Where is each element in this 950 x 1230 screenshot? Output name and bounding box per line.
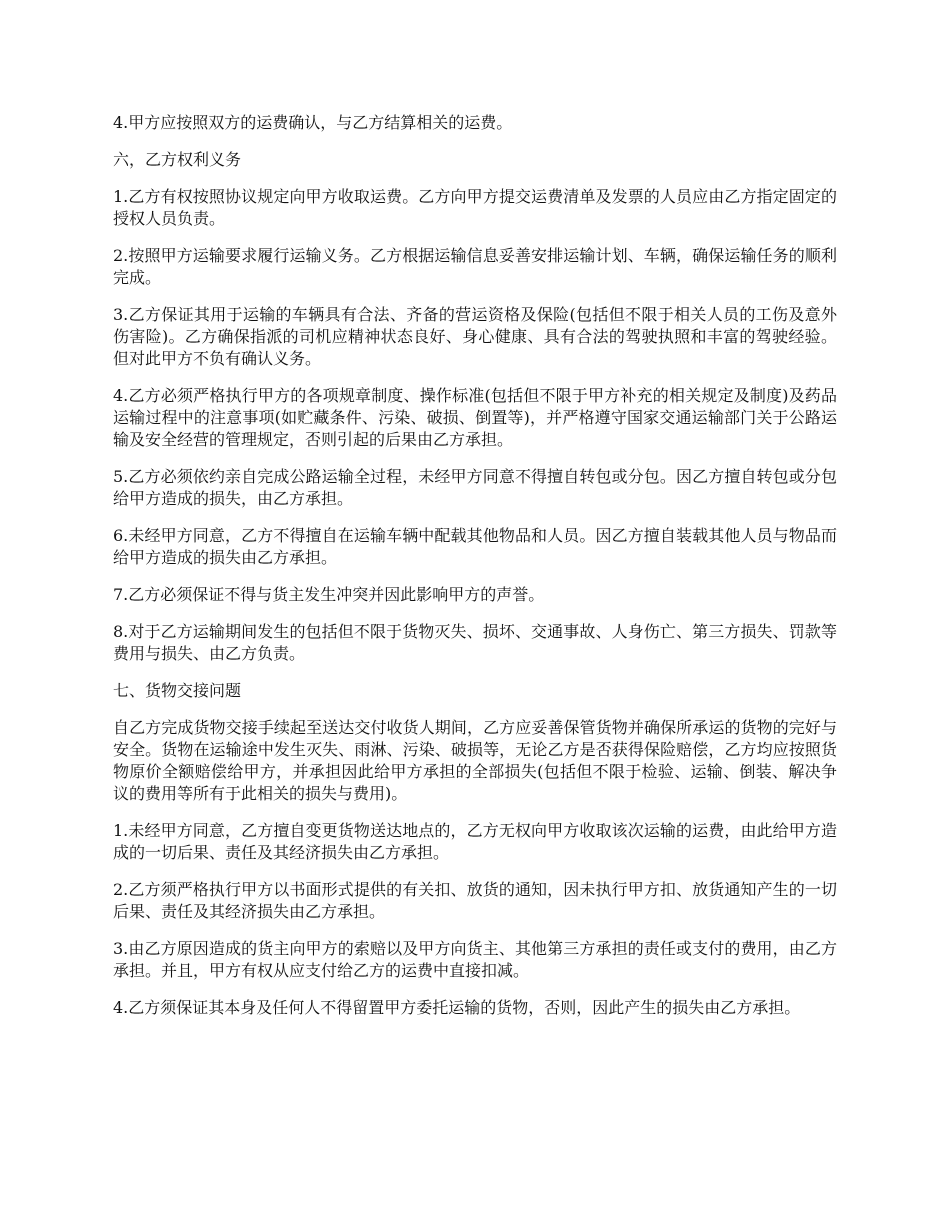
section-heading: 七、货物交接问题 (113, 681, 242, 700)
section-heading: 六，乙方权利义务 (113, 150, 242, 169)
clause-paragraph: 3.由乙方原因造成的货主向甲方的索赔以及甲方向货主、其他第三方承担的责任或支付的费用，由乙方承担。并且，甲方有权从应支付给乙方的运费中直接扣减。 (113, 939, 837, 980)
clause-paragraph: 6.未经甲方同意，乙方不得擅自在运输车辆中配载其他物品和人员。因乙方擅自装载其他人员与物品而给甲方造成的损失由乙方承担。 (113, 526, 837, 567)
clause-paragraph: 2.按照甲方运输要求履行运输义务。乙方根据运输信息妥善安排运输计划、车辆，确保运输任务的顺利完成。 (113, 246, 837, 287)
clause-paragraph: 5.乙方必须依约亲自完成公路运输全过程，未经甲方同意不得擅自转包或分包。因乙方擅自转包或分包给甲方造成的损失，由乙方承担。 (113, 467, 837, 508)
section-intro-paragraph: 自乙方完成货物交接手续起至送达交付收货人期间，乙方应妥善保管货物并确保所承运的货物的完好与安全。货物在运输途中发生灭失、雨淋、污染、破损等，无论乙方是否获得保险赔偿，乙方均应按照货物原价全额赔偿给甲方，并承担因此给甲方承担的全部损失(包括但不限于检验、运输、倒装、解决争议的费用等所有于此相关的损失与费用)。 (113, 718, 837, 803)
clause-paragraph: 1.未经甲方同意，乙方擅自变更货物送达地点的，乙方无权向甲方收取该次运输的运费，由此给甲方造成的一切后果、责任及其经济损失由乙方承担。 (113, 821, 837, 862)
clause-paragraph: 7.乙方必须保证不得与货主发生冲突并因此影响甲方的声誉。 (113, 585, 545, 604)
clause-paragraph: 2.乙方须严格执行甲方以书面形式提供的有关扣、放货的通知，因未执行甲方扣、放货通知产生的一切后果、责任及其经济损失由乙方承担。 (113, 880, 837, 921)
clause-paragraph: 1.乙方有权按照协议规定向甲方收取运费。乙方向甲方提交运费清单及发票的人员应由乙方指定固定的授权人员负责。 (113, 187, 837, 228)
document-body (113, 112, 837, 1034)
clause-paragraph: 4.甲方应按照双方的运费确认，与乙方结算相关的运费。 (113, 113, 513, 132)
clause-paragraph: 4.乙方必须严格执行甲方的各项规章制度、操作标准(包括但不限于甲方补充的相关规定及制度)及药品运输过程中的注意事项(如贮藏条件、污染、破损、倒置等)，并严格遵守国家交通运输部门关于公路运输及安全经营的管理规定，否则引起的后果由乙方承担。 (113, 386, 837, 449)
clause-paragraph: 4.乙方须保证其本身及任何人不得留置甲方委托运输的货物，否则，因此产生的损失由乙方承担。 (113, 998, 801, 1017)
clause-paragraph: 8.对于乙方运输期间发生的包括但不限于货物灭失、损坏、交通事故、人身伤亡、第三方损失、罚款等费用与损失、由乙方负责。 (113, 622, 837, 663)
clause-paragraph: 3.乙方保证其用于运输的车辆具有合法、齐备的营运资格及保险(包括但不限于相关人员的工伤及意外伤害险)。乙方确保指派的司机应精神状态良好、身心健康、具有合法的驾驶执照和丰富的驾驶经验。但对此甲方不负有确认义务。 (113, 305, 837, 368)
